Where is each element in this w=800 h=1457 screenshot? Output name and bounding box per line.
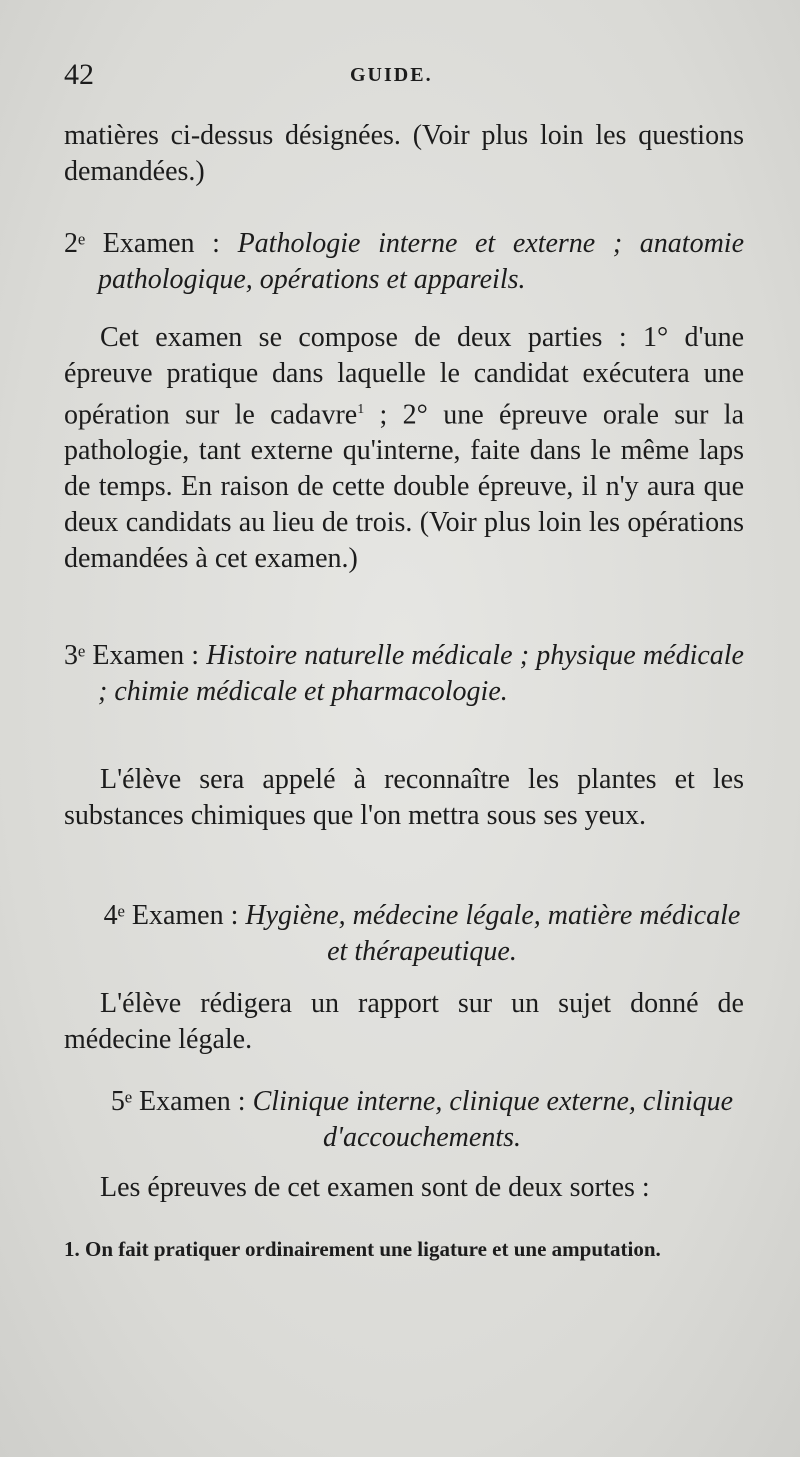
exam-5-description: Les épreuves de cet examen sont de deux sortes :: [100, 1172, 650, 1203]
exam-3-heading: [64, 638, 744, 710]
footnote-reference: 1: [357, 402, 365, 417]
exam-4-subjects: Hygiène, médecine légale, matière médicale et thérapeutique.: [245, 900, 741, 967]
exam-4-description: L'élève rédigera un rapport sur un sujet donné de médecine légale.: [64, 988, 744, 1055]
exam-5-heading: [100, 1084, 744, 1156]
exam-5-label: 5ᵉ Examen :: [110, 1086, 253, 1117]
exam-2-description: [64, 320, 744, 577]
exam-2-heading: [64, 226, 744, 298]
exam-3-subjects: Histoire naturelle médicale ; physique médicale ; chimie médicale et pharmacologie.: [98, 640, 744, 707]
exam-4-label: 4ᵉ Examen :: [103, 900, 246, 931]
exam-2-text-a: Cet examen se compose de deux parties : 1° d'une épreuve pratique dans laquelle le candidat exécutera une opération sur le cadavre: [64, 322, 744, 431]
footnote-marker: 1.: [64, 1237, 80, 1261]
exam-2-label: 2ᵉ Examen :: [64, 228, 238, 259]
footnote: [64, 1234, 744, 1264]
exam-4-heading: [100, 898, 744, 970]
page-number: 42: [64, 58, 94, 91]
exam-2-subjects: Pathologie interne et externe ; anatomie pathologique, opérations et appareils.: [98, 228, 744, 295]
exam-2-text-b: ; 2° une épreuve orale sur la pathologie, tant externe qu'interne, faite dans le même laps de temps. En raison de cette double épreuve, il n'y aura que deux candidats au lieu de trois. (Voir plus loin les opérations demandées à cet examen.): [64, 399, 744, 575]
exam-5-subjects: Clinique interne, clinique externe, clinique d'accouchements.: [252, 1086, 734, 1153]
intro-continuation: matières ci-dessus désignées. (Voir plus loin les questions demandées.): [64, 120, 744, 187]
running-title: GUIDE.: [350, 64, 433, 86]
footnote-text: On fait pratiquer ordinairement une ligature et une amputation.: [79, 1237, 661, 1261]
exam-3-label: 3ᵉ Examen :: [64, 640, 207, 671]
exam-3-description: L'élève sera appelé à reconnaître les plantes et les substances chimiques que l'on mettra sous ses yeux.: [64, 764, 744, 831]
page-header: [0, 58, 800, 94]
